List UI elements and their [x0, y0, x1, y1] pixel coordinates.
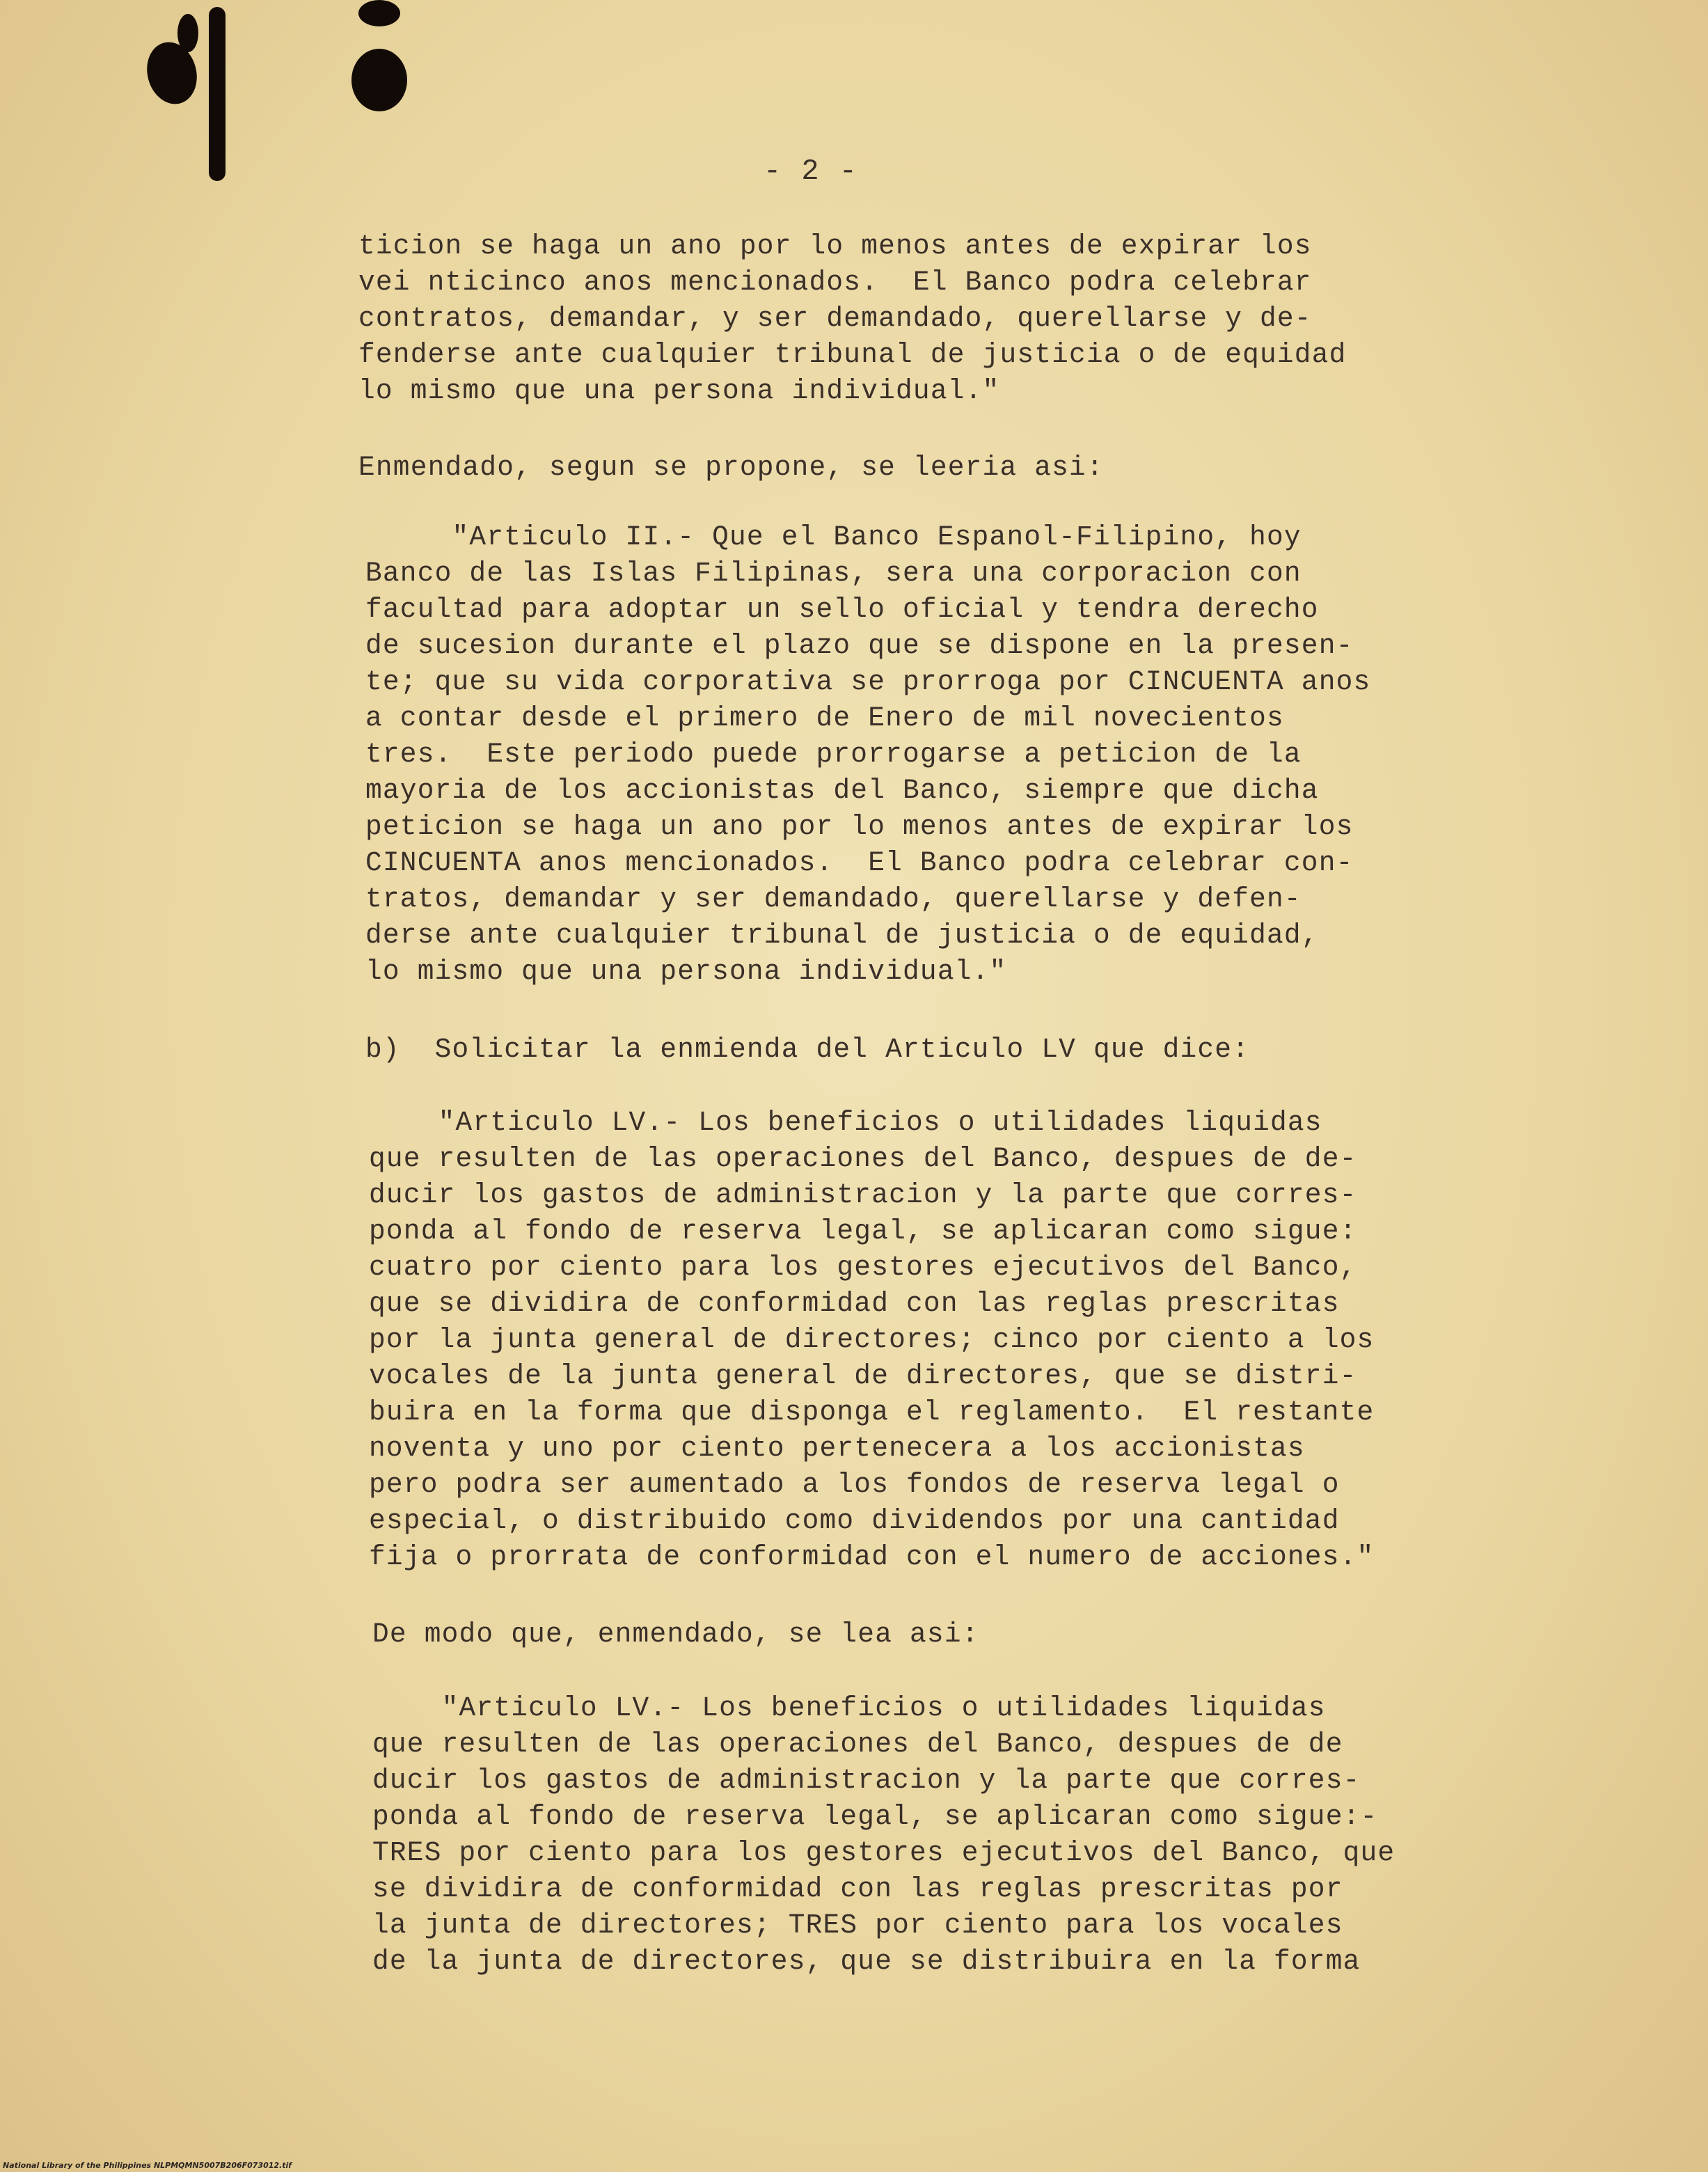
paragraph-item-b	[365, 1032, 1249, 1068]
text-line: peticion se haga un ano por lo menos antes de expirar los	[365, 811, 1354, 842]
text-line: "Articulo LV.- Los beneficios o utilidades liquidas	[369, 1107, 1322, 1138]
paragraph-article-ii-amended	[365, 519, 1370, 990]
text-line: fenderse ante cualquier tribunal de justicia o de equidad	[358, 339, 1347, 370]
text-line: TRES por ciento para los gestores ejecutivos del Banco, que	[372, 1837, 1395, 1868]
text-line: "Articulo LV.- Los beneficios o utilidades liquidas	[372, 1692, 1326, 1724]
text-line: de sucesion durante el plazo que se dispone en la presen-	[365, 630, 1354, 661]
text-line: a contar desde el primero de Enero de mil novecientos	[365, 702, 1284, 734]
paragraph-amended-intro-2	[372, 1616, 979, 1653]
ink-blot-right	[351, 49, 407, 111]
text-line: buira en la forma que disponga el reglamento. El restante	[369, 1396, 1375, 1428]
ink-blot-left-top	[177, 14, 198, 52]
text-line: lo mismo que una persona individual."	[365, 956, 1007, 987]
text-line: que resulten de las operaciones del Banco, despues de de	[372, 1729, 1343, 1760]
text-line: que se dividira de conformidad con las reglas prescritas	[369, 1288, 1340, 1319]
text-line: lo mismo que una persona individual."	[358, 375, 1000, 407]
text-line: mayoria de los accionistas del Banco, siempre que dicha	[365, 775, 1319, 806]
text-line: especial, o distribuido como dividendos por una cantidad	[369, 1505, 1340, 1536]
text-line: Enmendado, segun se propone, se leeria asi:	[358, 452, 1104, 483]
ink-blot-top	[358, 0, 400, 26]
ink-blot-left-drip	[209, 7, 226, 181]
text-line: contratos, demandar, y ser demandado, querellarse y de-	[358, 303, 1312, 334]
text-line: derse ante cualquier tribunal de justicia o de equidad,	[365, 920, 1319, 951]
text-line: "Articulo II.- Que el Banco Espanol-Filipino, hoy	[365, 521, 1302, 553]
text-line: b) Solicitar la enmienda del Articulo LV que dice:	[365, 1034, 1250, 1065]
paragraph-article-lv-original	[369, 1105, 1374, 1575]
text-line: ducir los gastos de administracion y la parte que corres-	[369, 1179, 1357, 1211]
text-line: vei nticinco anos mencionados. El Banco podra celebrar	[358, 267, 1312, 298]
text-line: te; que su vida corporativa se prorroga por CINCUENTA anos	[365, 666, 1371, 698]
text-line: pero podra ser aumentado a los fondos de reserva legal o	[369, 1469, 1340, 1500]
text-line: tres. Este periodo puede prorrogarse a peticion de la	[365, 739, 1302, 770]
text-line: Banco de las Islas Filipinas, sera una corporacion con	[365, 558, 1302, 589]
text-line: que resulten de las operaciones del Banco, despues de de-	[369, 1143, 1357, 1174]
paragraph-continuation	[358, 228, 1347, 409]
text-line: tratos, demandar y ser demandado, querellarse y defen-	[365, 883, 1302, 915]
paragraph-article-lv-amended	[372, 1690, 1395, 1980]
paragraph-amended-intro	[358, 450, 1104, 486]
text-line: De modo que, enmendado, se lea asi:	[372, 1619, 979, 1650]
text-line: se dividira de conformidad con las reglas prescritas por	[372, 1873, 1343, 1905]
page-number: - 2 -	[763, 155, 859, 188]
text-line: cuatro por ciento para los gestores ejecutivos del Banco,	[369, 1252, 1357, 1283]
text-line: ducir los gastos de administracion y la parte que corres-	[372, 1765, 1361, 1796]
text-line: de la junta de directores, que se distribuira en la forma	[372, 1946, 1361, 1977]
text-line: la junta de directores; TRES por ciento para los vocales	[372, 1910, 1343, 1941]
text-line: noventa y uno por ciento pertenecera a los accionistas	[369, 1433, 1305, 1464]
text-line: ponda al fondo de reserva legal, se aplicaran como sigue:	[369, 1215, 1357, 1247]
faded-stamp	[251, 90, 260, 113]
text-line: ponda al fondo de reserva legal, se aplicaran como sigue:-	[372, 1801, 1378, 1832]
scan-credit-footer: National Library of the Philippines NLPMQMN5007B206F073012.tif	[3, 2161, 292, 2170]
text-line: facultad para adoptar un sello oficial y tendra derecho	[365, 594, 1319, 625]
text-line: fija o prorrata de conformidad con el numero de acciones."	[369, 1541, 1375, 1573]
text-line: ticion se haga un ano por lo menos antes de expirar los	[358, 230, 1312, 262]
text-line: vocales de la junta general de directores, que se distri-	[369, 1360, 1357, 1392]
text-line: CINCUENTA anos mencionados. El Banco podra celebrar con-	[365, 847, 1354, 879]
text-line: por la junta general de directores; cinco por ciento a los	[369, 1324, 1375, 1355]
